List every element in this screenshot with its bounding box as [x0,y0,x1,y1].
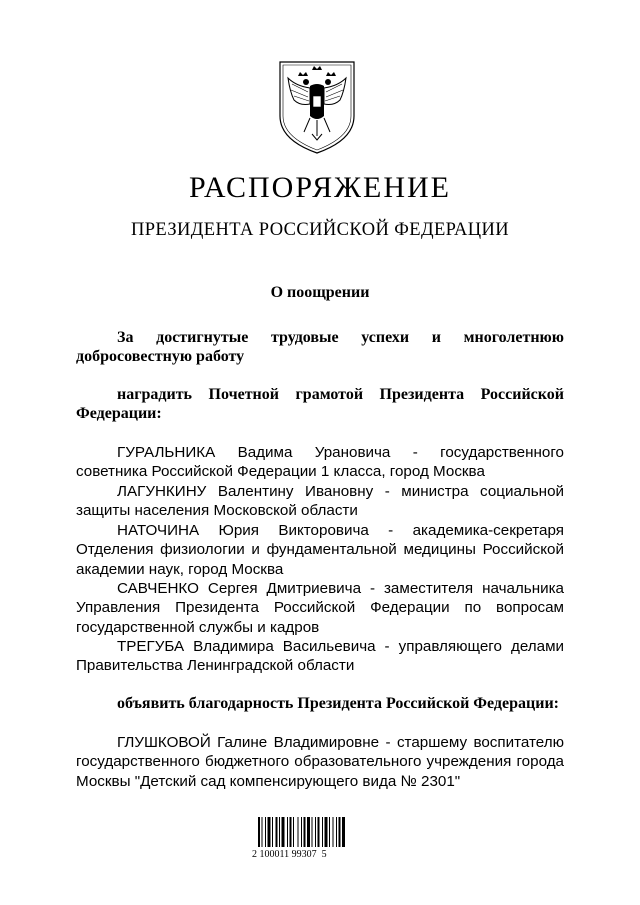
gratitude-directive: объявить благодарность Президента Российской Федерации: [117,695,559,712]
awardee-item: НАТОЧИНА Юрия Викторовича - академика-секретаря Отделения физиологии и фундаментальной медицины Российской академии наук, город Москва [76,522,564,578]
preamble-paragraph: За достигнутые трудовые успехи и многолетнюю добросовестную работу [76,329,564,365]
barcode-icon [258,817,376,847]
issuer-title: ПРЕЗИДЕНТА РОССИЙСКОЙ ФЕДЕРАЦИИ [130,220,510,240]
awardee-item: САВЧЕНКО Сергея Дмитриевича - заместителя начальника Управления Президента Российской Федерации по вопросам государственной службы и кадров [76,580,564,636]
gratitude-recipient-item: ГЛУШКОВОЙ Галине Владимировне - старшему воспитателю государственного бюджетного образовательного учреждения города Москвы "Детский сад компенсирующего вида № 2301" [76,734,564,790]
awardee-item: ЛАГУНКИНУ Валентину Ивановну - министра социальной защиты населения Московской области [76,483,564,520]
subject-heading: О поощрении [270,284,370,301]
award-directive: наградить Почетной грамотой Президента Российской Федерации: [76,386,564,422]
document-type-title: РАСПОРЯЖЕНИЕ [188,171,452,204]
coat-of-arms-icon [276,56,358,156]
awardee-item: ГУРАЛЬНИКА Вадима Урановича - государственного советника Российской Федерации 1 класса, город Москва [76,444,564,481]
awardee-item: ТРЕГУБА Владимира Васильевича - управляющего делами Правительства Ленинградской области [76,638,564,675]
barcode-number: 2 100011 99307 5 [252,849,327,860]
